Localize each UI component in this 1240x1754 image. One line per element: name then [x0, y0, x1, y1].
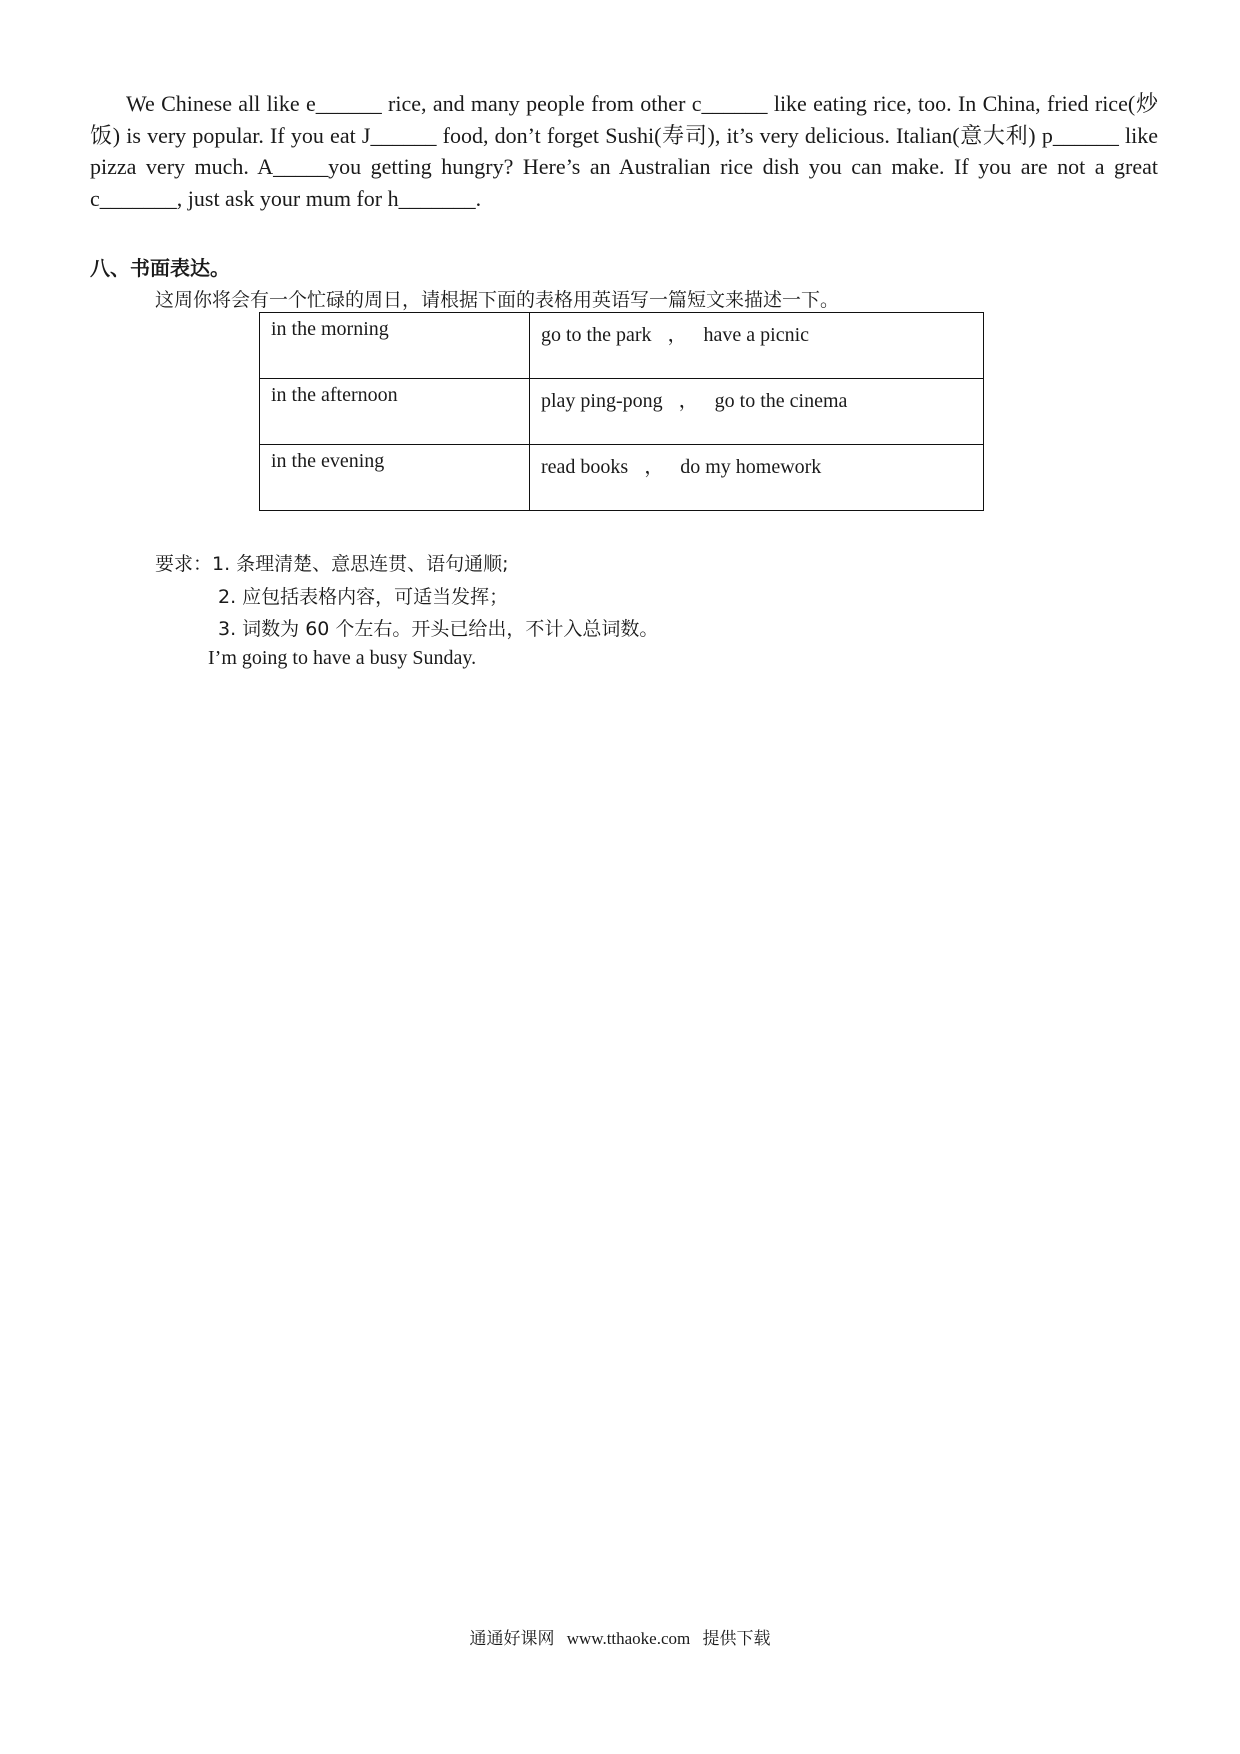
requirement-item: 2. 应包括表格内容，可适当发挥； [218, 586, 509, 608]
activity-cell [530, 445, 984, 511]
activity-1: read books [541, 456, 629, 478]
section-instruction: 这周你将会有一个忙碌的周日，请根据下面的表格用英语写一篇短文来描述一下。 [155, 289, 840, 311]
table-row [260, 445, 984, 511]
activity-2: go to the cinema [714, 390, 848, 412]
requirements [155, 548, 658, 645]
opening-sentence: I’m going to have a busy Sunday. [208, 647, 477, 669]
separator: ， [678, 390, 699, 412]
separator: ， [644, 456, 665, 478]
activity-2: have a picnic [703, 324, 810, 346]
separator: ， [667, 324, 688, 346]
time-cell: in the afternoon [260, 379, 530, 445]
activity-1: play ping-pong [541, 390, 663, 412]
activity-cell [530, 379, 984, 445]
requirement-item: 3. 词数为 60 个左右。开头已给出，不计入总词数。 [218, 618, 659, 640]
time-cell: in the evening [260, 445, 530, 511]
footer-url: www.tthaoke.com [566, 1629, 691, 1648]
cloze-passage: We Chinese all like e______ rice, and many people from other c______ like eating rice, too. In China, fried rice(炒饭) is very popular. If you eat J______ food, don’t forget Sushi(寿司), it’s very delicious. Italian(意大利) p______ like pizza very much. A_____you getting hungry? Here’s an Australian rice dish you can make. If you are not a great c_______, just ask your mum for h_______. [90, 91, 1158, 211]
table-row [260, 313, 984, 379]
footer-suffix: 提供下载 [702, 1629, 771, 1649]
activity-cell [530, 313, 984, 379]
requirement-line [155, 548, 658, 581]
activity-1: go to the park [541, 324, 652, 346]
table-row [260, 379, 984, 445]
page-footer [0, 1624, 1240, 1649]
requirement-item: 1. 条理清楚、意思连贯、语句通顺; [212, 553, 509, 575]
time-cell: in the morning [260, 313, 530, 379]
activity-table [259, 312, 984, 511]
footer-site-name: 通通好课网 [469, 1629, 555, 1649]
requirements-label: 要求： [155, 553, 213, 575]
activity-2: do my homework [680, 456, 822, 478]
section-title: 八、书面表达。 [90, 256, 230, 280]
